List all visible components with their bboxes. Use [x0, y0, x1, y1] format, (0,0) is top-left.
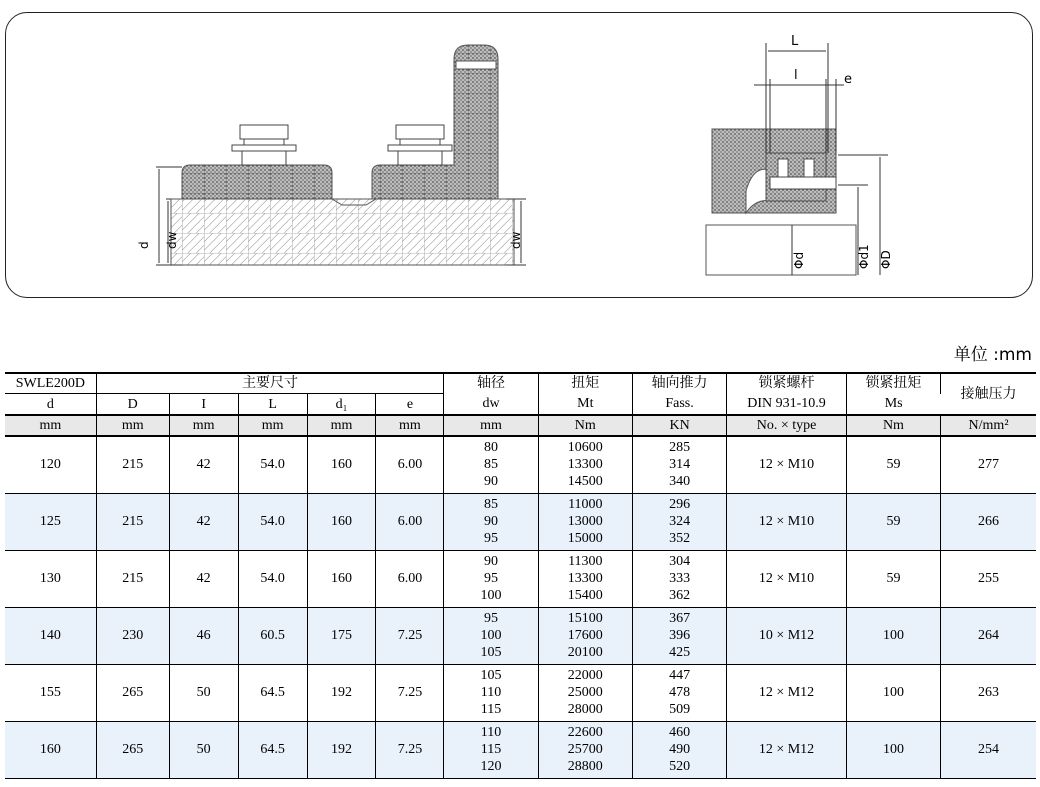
cell-model-d: 160 — [5, 721, 96, 778]
cell-shaft-dw — [444, 493, 538, 550]
units-row — [5, 415, 1036, 436]
cell-thrust-fass-value: 296 — [669, 497, 691, 512]
dim-dw-right-label: dw — [509, 231, 523, 249]
dim-l-label: l — [794, 68, 798, 83]
cell-thrust-fass-value: 340 — [669, 474, 691, 490]
unit-cell: mm — [238, 415, 307, 436]
cell-dim-d1: 160 — [307, 493, 376, 550]
cell-dim-e: 6.00 — [376, 550, 444, 607]
cell-bolt: 10 × M12 — [727, 607, 847, 664]
cell-pressure: 266 — [941, 493, 1036, 550]
header-lock-torque: 锁紧扭矩 — [846, 373, 940, 394]
cell-shaft-dw-value: 110 — [480, 685, 502, 700]
header-shaft: 轴径 — [444, 373, 538, 394]
cell-torque-mt-value: 15100 — [567, 611, 603, 626]
cell-pressure: 264 — [941, 607, 1036, 664]
cell-dim-I: 50 — [169, 721, 238, 778]
cell-shaft-dw-value: 90 — [484, 514, 499, 529]
cell-shaft-dw — [444, 436, 538, 493]
cell-dim-D: 265 — [96, 721, 169, 778]
header-bolt-sub: DIN 931-10.9 — [727, 394, 847, 416]
cell-shaft-dw-value: 95 — [484, 531, 499, 546]
cell-dim-d1: 160 — [307, 436, 376, 493]
cell-torque-mt — [538, 721, 632, 778]
cell-torque-mt-value: 25700 — [567, 742, 603, 757]
cell-shaft-dw-value: 90 — [484, 554, 499, 569]
cell-shaft-dw — [444, 607, 538, 664]
cell-torque-mt-value: 13000 — [567, 514, 603, 529]
cell-thrust-fass-value: 478 — [669, 685, 691, 700]
table-row — [5, 550, 1036, 607]
cell-dim-D: 215 — [96, 550, 169, 607]
cell-dim-e: 7.25 — [376, 664, 444, 721]
cell-thrust-fass-value: 314 — [669, 457, 691, 473]
cell-dim-e: 6.00 — [376, 493, 444, 550]
table-row — [5, 436, 1036, 493]
cell-dim-d1: 160 — [307, 550, 376, 607]
dim-d-label: d — [137, 241, 151, 249]
cell-dim-L: 54.0 — [238, 493, 307, 550]
cell-torque-mt — [538, 607, 632, 664]
table-row — [5, 664, 1036, 721]
cell-lock-torque: 100 — [846, 721, 940, 778]
header-dim-D: D — [96, 394, 169, 416]
cell-torque-mt-value: 13300 — [567, 571, 603, 586]
cell-shaft-dw — [444, 721, 538, 778]
unit-label: 单位 :mm — [953, 345, 1032, 365]
cell-pressure: 254 — [941, 721, 1036, 778]
cell-pressure: 255 — [941, 550, 1036, 607]
table-row — [5, 721, 1036, 778]
cell-thrust-fass-value: 490 — [669, 742, 691, 757]
header-dim-e: e — [376, 394, 444, 416]
cell-shaft-dw — [444, 664, 538, 721]
dim-phi-d1-label: Φd1 — [857, 244, 871, 269]
cell-bolt: 12 × M10 — [727, 436, 847, 493]
cell-lock-torque: 100 — [846, 664, 940, 721]
cell-dim-L: 54.0 — [238, 550, 307, 607]
dim-phi-d-label: Φd — [792, 251, 806, 269]
header-model: SWLE200D — [5, 373, 96, 394]
cell-shaft-dw-value: 90 — [484, 474, 499, 490]
cell-thrust-fass — [632, 493, 726, 550]
cell-torque-mt-value: 15400 — [567, 588, 603, 603]
cell-lock-torque: 59 — [846, 550, 940, 607]
cell-model-d: 120 — [5, 436, 96, 493]
header-main-dims: 主要尺寸 — [96, 373, 444, 394]
cell-dim-e: 6.00 — [376, 436, 444, 493]
cell-shaft-dw-value: 105 — [480, 668, 502, 683]
cell-torque-mt-value: 22600 — [567, 725, 603, 740]
cell-thrust-fass-value: 396 — [669, 628, 691, 643]
header-model-sub: d — [5, 394, 96, 416]
header-lock-torque-sub: Ms — [884, 396, 903, 412]
header-pressure: 接触压力 — [941, 373, 1036, 415]
cell-dim-I: 42 — [169, 550, 238, 607]
cell-shaft-dw-value: 85 — [484, 457, 499, 473]
cell-torque-mt-value: 11000 — [568, 497, 603, 512]
cell-thrust-fass-value: 285 — [669, 440, 691, 456]
cell-bolt: 12 × M12 — [727, 664, 847, 721]
cell-bolt: 12 × M10 — [727, 493, 847, 550]
unit-cell: mm — [96, 415, 169, 436]
cell-torque-mt — [538, 550, 632, 607]
cell-thrust-fass-value: 509 — [669, 702, 691, 717]
header-thrust-sub: Fass. — [632, 394, 726, 416]
cell-shaft-dw-value: 80 — [484, 440, 499, 456]
cell-model-d: 125 — [5, 493, 96, 550]
cell-thrust-fass-value: 333 — [669, 571, 691, 586]
cell-dim-D: 215 — [96, 493, 169, 550]
cell-torque-mt-value: 28800 — [567, 759, 603, 774]
cell-pressure: 277 — [941, 436, 1036, 493]
cell-torque-mt-value: 15000 — [567, 531, 603, 546]
cell-bolt: 12 × M10 — [727, 550, 847, 607]
cell-dim-D: 265 — [96, 664, 169, 721]
cell-thrust-fass-value: 425 — [669, 645, 691, 660]
cell-shaft-dw-value: 100 — [480, 628, 502, 643]
cell-dim-L: 60.5 — [238, 607, 307, 664]
cell-dim-I: 46 — [169, 607, 238, 664]
cell-dim-L: 54.0 — [238, 436, 307, 493]
cell-thrust-fass-value: 367 — [669, 611, 691, 626]
cell-lock-torque: 59 — [846, 493, 940, 550]
unit-cell: mm — [376, 415, 444, 436]
shrink-disc-section-view — [137, 45, 526, 265]
spec-table — [5, 372, 1036, 779]
cell-thrust-fass-value: 324 — [669, 514, 691, 529]
cell-dim-I: 42 — [169, 493, 238, 550]
cell-shaft-dw-value: 100 — [480, 588, 502, 603]
cell-dim-L: 64.5 — [238, 664, 307, 721]
cell-shaft-dw-value: 105 — [480, 645, 502, 660]
cell-bolt: 12 × M12 — [727, 721, 847, 778]
cell-shaft-dw-value: 95 — [484, 571, 499, 586]
cell-thrust-fass — [632, 550, 726, 607]
technical-drawing — [6, 13, 1034, 299]
cell-torque-mt-value: 14500 — [567, 474, 603, 490]
detail-view — [706, 34, 893, 275]
dim-dw-label: dw — [165, 231, 179, 249]
unit-cell: Nm — [846, 415, 940, 436]
technical-drawing-panel — [5, 12, 1033, 298]
unit-cell: mm — [444, 415, 538, 436]
cell-dim-I: 50 — [169, 664, 238, 721]
cell-dim-I: 42 — [169, 436, 238, 493]
cell-dim-d1: 192 — [307, 664, 376, 721]
header-dim-d1: d₁ — [307, 394, 376, 416]
header-torque: 扭矩 — [538, 373, 632, 394]
cell-thrust-fass — [632, 721, 726, 778]
dim-phi-D-label: ΦD — [879, 250, 893, 269]
cell-shaft-dw-value: 115 — [480, 742, 502, 757]
cell-thrust-fass — [632, 664, 726, 721]
unit-cell: No. × type — [727, 415, 847, 436]
cell-shaft-dw-value: 110 — [480, 725, 502, 740]
header-shaft-sub: dw — [444, 394, 538, 416]
cell-thrust-fass — [632, 607, 726, 664]
unit-cell: mm — [307, 415, 376, 436]
cell-dim-D: 215 — [96, 436, 169, 493]
unit-cell: N/mm² — [941, 415, 1036, 436]
cell-dim-d1: 175 — [307, 607, 376, 664]
cell-model-d: 140 — [5, 607, 96, 664]
cell-thrust-fass-value: 304 — [669, 554, 691, 569]
cell-lock-torque: 59 — [846, 436, 940, 493]
cell-shaft-dw-value: 120 — [480, 759, 502, 774]
cell-torque-mt — [538, 664, 632, 721]
cell-torque-mt — [538, 493, 632, 550]
header-torque-sub: Mt — [538, 394, 632, 416]
cell-model-d: 130 — [5, 550, 96, 607]
cell-dim-e: 7.25 — [376, 721, 444, 778]
cell-shaft-dw-value: 95 — [484, 611, 499, 626]
header-thrust: 轴向推力 — [632, 373, 726, 394]
cell-thrust-fass-value: 460 — [669, 725, 691, 740]
table-row — [5, 493, 1036, 550]
cell-torque-mt-value: 13300 — [567, 457, 603, 473]
cell-torque-mt-value: 11300 — [568, 554, 603, 569]
cell-shaft-dw-value: 115 — [480, 702, 502, 717]
cell-torque-mt-value: 28000 — [567, 702, 603, 717]
dim-e-label: e — [844, 72, 852, 87]
cell-thrust-fass — [632, 436, 726, 493]
cell-thrust-fass-value: 447 — [669, 668, 691, 683]
cell-lock-torque: 100 — [846, 607, 940, 664]
cell-shaft-dw-value: 85 — [484, 497, 499, 512]
unit-cell: Nm — [538, 415, 632, 436]
cell-pressure: 263 — [941, 664, 1036, 721]
header-dim-I: I — [169, 394, 238, 416]
cell-dim-L: 64.5 — [238, 721, 307, 778]
unit-cell: mm — [5, 415, 96, 436]
cell-dim-D: 230 — [96, 607, 169, 664]
cell-thrust-fass-value: 362 — [669, 588, 691, 603]
cell-thrust-fass-value: 520 — [669, 759, 691, 774]
cell-dim-e: 7.25 — [376, 607, 444, 664]
cell-torque-mt-value: 25000 — [567, 685, 603, 700]
cell-torque-mt — [538, 436, 632, 493]
table-row — [5, 607, 1036, 664]
unit-cell: mm — [169, 415, 238, 436]
dim-L-label: L — [791, 34, 799, 49]
cell-dim-d1: 192 — [307, 721, 376, 778]
cell-torque-mt-value: 20100 — [567, 645, 603, 660]
cell-model-d: 155 — [5, 664, 96, 721]
header-dim-L: L — [238, 394, 307, 416]
header-bolt: 锁紧螺杆 — [727, 373, 847, 394]
cell-thrust-fass-value: 352 — [669, 531, 691, 546]
cell-torque-mt-value: 22000 — [567, 668, 603, 683]
cell-shaft-dw — [444, 550, 538, 607]
cell-torque-mt-value: 10600 — [567, 440, 603, 456]
cell-torque-mt-value: 17600 — [567, 628, 603, 643]
unit-cell: KN — [632, 415, 726, 436]
